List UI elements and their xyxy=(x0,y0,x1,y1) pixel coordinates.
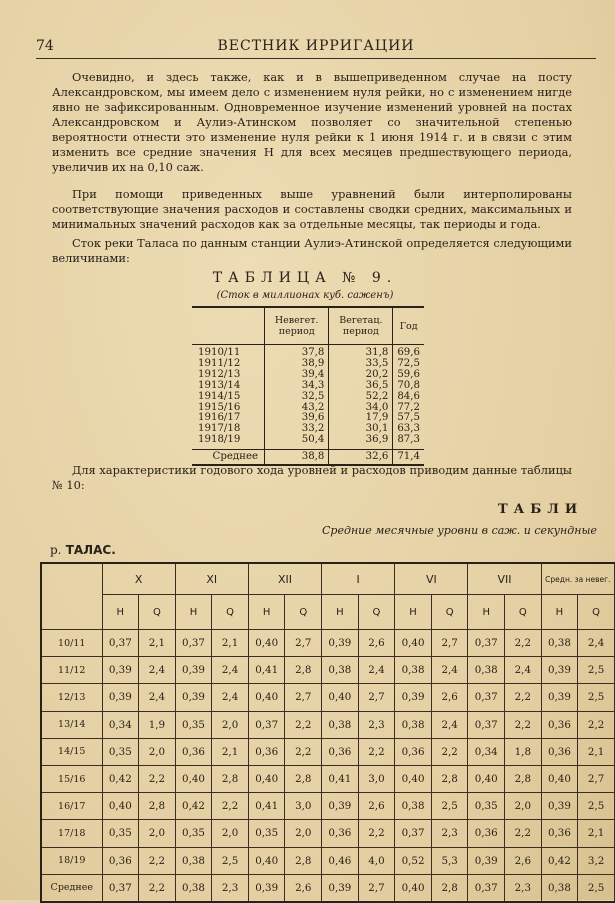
table9-value-cell: 77,2 xyxy=(393,403,424,414)
table10-value-cell: 2,5 xyxy=(212,847,249,874)
paragraph-interpolation: При помощи приведенных выше уравнений были интерполированы соответствующие значения расходов и составлены сводки средних, максимальных и минимальных значений расходов как за отдельные месяцы, так периоды и года. xyxy=(52,187,572,231)
table9-header-veg: Вегетац. период xyxy=(329,307,393,345)
table9-year-cell: 1914/15 xyxy=(198,390,241,402)
table9-year-cell: 1916/17 xyxy=(198,412,241,424)
table10-value-cell: 0,40 xyxy=(395,765,432,792)
table-row xyxy=(192,435,424,449)
table10-value-cell: 2,2 xyxy=(285,738,322,765)
table10-year-cell: 18/19 xyxy=(41,847,102,874)
table10-value-cell: 2,1 xyxy=(578,820,615,847)
table10-value-cell: 0,40 xyxy=(322,684,359,711)
table10-value-cell: 2,2 xyxy=(358,820,395,847)
table10-value-cell: 2,2 xyxy=(505,711,542,738)
table10-average-row xyxy=(41,874,615,902)
table10-value-cell: 0,36 xyxy=(102,847,139,874)
table10-value-cell: 0,39 xyxy=(541,684,578,711)
table10-value-cell: 0,35 xyxy=(248,820,285,847)
table9-value-cell: 39,4 xyxy=(265,370,329,381)
table10-value-cell: 0,38 xyxy=(322,711,359,738)
page-number: 74 xyxy=(36,38,54,54)
table10-average-cell: 0,38 xyxy=(175,874,212,902)
table9-value-cell: 50,4 xyxy=(265,435,329,449)
table10-value-cell: 2,4 xyxy=(431,711,468,738)
table10-h-header: H xyxy=(395,595,432,630)
table10-value-cell: 3,0 xyxy=(285,793,322,820)
table10-value-cell: 0,41 xyxy=(322,765,359,792)
table10-title: ТАБЛИ xyxy=(498,502,584,517)
table10-h-header: H xyxy=(248,595,285,630)
table10-value-cell: 2,6 xyxy=(358,630,395,657)
table10-year-cell: 17/18 xyxy=(41,820,102,847)
table10-value-cell: 2,0 xyxy=(212,820,249,847)
table9-year-cell: 1911/12 xyxy=(198,357,241,369)
table10-average-cell: 2,2 xyxy=(139,874,176,902)
table10-value-cell: 0,35 xyxy=(102,738,139,765)
table10-value-cell: 2,3 xyxy=(358,711,395,738)
table10-value-cell: 2,4 xyxy=(358,657,395,684)
table10-value-cell: 0,36 xyxy=(175,738,212,765)
table9-value-cell: 36,5 xyxy=(329,381,393,392)
table10-value-cell: 2,8 xyxy=(505,765,542,792)
table10-value-cell: 0,52 xyxy=(395,847,432,874)
table10-h-header: H xyxy=(322,595,359,630)
table10-value-cell: 0,40 xyxy=(541,765,578,792)
table10-average-cell: 0,38 xyxy=(541,874,578,902)
table10-value-cell: 0,39 xyxy=(468,847,505,874)
table10-h-header: H xyxy=(175,595,212,630)
table10-value-cell: 2,8 xyxy=(212,765,249,792)
table9-average-label: Среднее xyxy=(192,450,265,466)
table10-value-cell: 2,0 xyxy=(212,711,249,738)
table10-value-cell: 2,0 xyxy=(139,738,176,765)
table10-value-cell: 3,0 xyxy=(358,765,395,792)
table9-year-cell: 1912/13 xyxy=(198,368,241,380)
table10-year-cell: 14/15 xyxy=(41,738,102,765)
table10-value-cell: 1,8 xyxy=(505,738,542,765)
table10-average-cell: 2,7 xyxy=(358,874,395,902)
table10-value-cell: 0,37 xyxy=(468,711,505,738)
table9-runoff xyxy=(192,306,424,466)
table9-value-cell: 72,5 xyxy=(393,359,424,370)
table9-average-veg: 32,6 xyxy=(329,450,393,466)
paragraph-zero-change: Очевидно, и здесь также, как и в вышеприведенном случае на посту Александровском, мы имеем дело с изменением нуля рейки, но с изменением нигде явно не зафиксированным. Одновременное изучение изменений уровней на постах Александровском и Аулиэ-Атинском позволяет со значительной степенью вероятности отнести это изменение нуля рейки к 1 июня 1914 г. и в связи с этим изменить все средние значения Н для всех месяцев предшествующего периода, увеличив их на 0,10 саж. xyxy=(52,70,572,174)
table10-average-cell: 0,39 xyxy=(322,874,359,902)
table10-average-cell: 0,39 xyxy=(248,874,285,902)
table10-value-cell: 0,40 xyxy=(248,684,285,711)
table-row xyxy=(41,711,615,738)
table9-value-cell: 38,9 xyxy=(265,359,329,370)
table10-value-cell: 0,39 xyxy=(102,657,139,684)
table10-value-cell: 2,2 xyxy=(505,630,542,657)
table10-value-cell: 0,40 xyxy=(248,847,285,874)
table10-value-cell: 0,38 xyxy=(395,657,432,684)
table10-value-cell: 0,39 xyxy=(395,684,432,711)
page-header xyxy=(36,38,596,59)
table10-value-cell: 0,37 xyxy=(395,820,432,847)
table10-average-cell: 2,3 xyxy=(505,874,542,902)
table9-header-nonveg: Невегет. период xyxy=(265,307,329,345)
table9-value-cell: 33,2 xyxy=(265,424,329,435)
table-row xyxy=(192,381,424,392)
table10-value-cell: 2,5 xyxy=(578,793,615,820)
table10-value-cell: 2,7 xyxy=(578,765,615,792)
table10-value-cell: 0,40 xyxy=(175,765,212,792)
table10-value-cell: 2,6 xyxy=(431,684,468,711)
table-row xyxy=(41,657,615,684)
table10-value-cell: 2,2 xyxy=(139,847,176,874)
table10-value-cell: 2,2 xyxy=(212,793,249,820)
table10-value-cell: 2,1 xyxy=(212,630,249,657)
table10-value-cell: 0,39 xyxy=(102,684,139,711)
table10-subtitle: Средние месячные уровни в саж. и секундные xyxy=(322,524,597,537)
table10-value-cell: 2,8 xyxy=(285,657,322,684)
table-row xyxy=(41,630,615,657)
table9-value-cell: 33,5 xyxy=(329,359,393,370)
table10-h-header: H xyxy=(468,595,505,630)
table10-q-header: Q xyxy=(505,595,542,630)
table10-value-cell: 0,38 xyxy=(322,657,359,684)
table10-year-cell: 12/13 xyxy=(41,684,102,711)
table10-value-cell: 0,37 xyxy=(175,630,212,657)
table10-value-cell: 2,3 xyxy=(431,820,468,847)
table-row xyxy=(192,392,424,403)
table10-value-cell: 2,1 xyxy=(212,738,249,765)
table9-value-cell: 59,6 xyxy=(393,370,424,381)
table-row xyxy=(41,793,615,820)
table9-value-cell: 63,3 xyxy=(393,424,424,435)
table9-subtitle: (Сток в миллионах куб. саженъ) xyxy=(216,290,394,301)
table-row xyxy=(41,738,615,765)
table10-value-cell: 2,7 xyxy=(358,684,395,711)
table10-average-cell: 2,6 xyxy=(285,874,322,902)
table9-value-cell: 57,5 xyxy=(393,413,424,424)
table10-value-cell: 0,40 xyxy=(248,765,285,792)
table10-value-cell: 0,46 xyxy=(322,847,359,874)
table9-value-cell: 30,1 xyxy=(329,424,393,435)
table10-value-cell: 2,7 xyxy=(285,684,322,711)
table10-value-cell: 0,40 xyxy=(395,630,432,657)
table10-h-header: H xyxy=(541,595,578,630)
table10-value-cell: 2,6 xyxy=(358,793,395,820)
table9-header-year-col xyxy=(192,307,265,345)
table10-value-cell: 0,41 xyxy=(248,657,285,684)
table10-value-cell: 2,2 xyxy=(285,711,322,738)
table9-year-cell: 1917/18 xyxy=(198,423,241,435)
table10-value-cell: 0,36 xyxy=(541,820,578,847)
table10-month-header-row xyxy=(41,563,615,595)
table10-value-cell: 0,38 xyxy=(468,657,505,684)
table9-year-cell: 1910/11 xyxy=(198,347,241,358)
table10-value-cell: 2,2 xyxy=(578,711,615,738)
table10-value-cell: 0,37 xyxy=(248,711,285,738)
table10-average-cell: 0,37 xyxy=(468,874,505,902)
table9-value-cell: 70,8 xyxy=(393,381,424,392)
table10-average-cell: 2,5 xyxy=(578,874,615,902)
table9-value-cell: 20,2 xyxy=(329,370,393,381)
table10-value-cell: 2,5 xyxy=(578,657,615,684)
table10-value-cell: 2,4 xyxy=(212,684,249,711)
table-row xyxy=(41,847,615,874)
table10-month-header: X xyxy=(102,563,175,595)
table10-value-cell: 0,36 xyxy=(541,711,578,738)
table10-value-cell: 0,35 xyxy=(468,793,505,820)
table10-value-cell: 2,0 xyxy=(285,820,322,847)
table10-value-cell: 2,2 xyxy=(505,684,542,711)
table10-value-cell: 0,35 xyxy=(175,711,212,738)
table10-month-header: VII xyxy=(468,563,541,595)
table10-value-cell: 0,34 xyxy=(102,711,139,738)
table10-value-cell: 1,9 xyxy=(139,711,176,738)
table10-year-cell: 15/16 xyxy=(41,765,102,792)
table10-value-cell: 4,0 xyxy=(358,847,395,874)
table10-hq-header-row xyxy=(41,595,615,630)
table10-q-header: Q xyxy=(358,595,395,630)
table10-q-header: Q xyxy=(212,595,249,630)
table10-value-cell: 0,39 xyxy=(175,657,212,684)
table10-body xyxy=(41,630,615,902)
table10-value-cell: 0,37 xyxy=(468,630,505,657)
table9-header-year: Год xyxy=(393,307,424,345)
table10-value-cell: 0,36 xyxy=(468,820,505,847)
table10-value-cell: 0,36 xyxy=(541,738,578,765)
table10-year-cell: 16/17 xyxy=(41,793,102,820)
table10-value-cell: 2,4 xyxy=(139,684,176,711)
table9-value-cell: 69,6 xyxy=(393,345,424,359)
table10-h-header: H xyxy=(102,595,139,630)
table9-value-cell: 36,9 xyxy=(329,435,393,449)
table10-value-cell: 2,7 xyxy=(285,630,322,657)
table10-value-cell: 0,39 xyxy=(175,684,212,711)
table9-value-cell: 39,6 xyxy=(265,413,329,424)
table10-value-cell: 2,0 xyxy=(139,820,176,847)
table10-value-cell: 2,2 xyxy=(431,738,468,765)
river-label xyxy=(50,543,116,557)
table10-value-cell: 0,39 xyxy=(541,793,578,820)
table9-year-cell: 1918/19 xyxy=(198,434,241,446)
table10-year-cell: 10/11 xyxy=(41,630,102,657)
table10-value-cell: 0,42 xyxy=(541,847,578,874)
river-prefix: р. xyxy=(50,543,62,557)
paragraph-talas-runoff: Сток реки Таласа по данным станции Аулиэ-Атинской определяется следующими величинами: xyxy=(52,236,572,265)
table10-value-cell: 2,2 xyxy=(358,738,395,765)
table10-value-cell: 0,38 xyxy=(175,847,212,874)
table10-value-cell: 0,36 xyxy=(395,738,432,765)
table-row xyxy=(41,765,615,792)
table-row xyxy=(192,345,424,359)
table10-value-cell: 0,40 xyxy=(468,765,505,792)
table10-month-header: XI xyxy=(175,563,248,595)
table10-average-header: Средн. за невег. xyxy=(541,563,614,595)
table-row xyxy=(41,684,615,711)
table10-value-cell: 2,1 xyxy=(139,630,176,657)
table10-value-cell: 0,40 xyxy=(102,793,139,820)
river-name: ТАЛАС. xyxy=(65,543,116,557)
table-row xyxy=(41,820,615,847)
table10-value-cell: 0,40 xyxy=(248,630,285,657)
table9-average-nonveg: 38,8 xyxy=(265,450,329,466)
table10-q-header: Q xyxy=(431,595,468,630)
table10-q-header: Q xyxy=(139,595,176,630)
table10-value-cell: 2,4 xyxy=(431,657,468,684)
table9-year-cell: 1915/16 xyxy=(198,401,241,413)
table9-body xyxy=(192,345,424,450)
table9-value-cell: 32,5 xyxy=(265,392,329,403)
table10-value-cell: 2,8 xyxy=(431,765,468,792)
table10-value-cell: 2,8 xyxy=(139,793,176,820)
table9-value-cell: 34,3 xyxy=(265,381,329,392)
table10-value-cell: 2,8 xyxy=(285,765,322,792)
table10-value-cell: 0,41 xyxy=(248,793,285,820)
table9-value-cell: 84,6 xyxy=(393,392,424,403)
table10-value-cell: 0,38 xyxy=(395,793,432,820)
table10-value-cell: 0,34 xyxy=(468,738,505,765)
table10-value-cell: 2,8 xyxy=(285,847,322,874)
paragraph-table10-intro: Для характеристики годового хода уровней и расходов приводим данные таблицы № 10: xyxy=(52,463,572,492)
table10-value-cell: 2,5 xyxy=(431,793,468,820)
table10-q-header: Q xyxy=(578,595,615,630)
table10-value-cell: 0,37 xyxy=(468,684,505,711)
table9-average-year: 71,4 xyxy=(393,450,424,466)
table10-value-cell: 0,36 xyxy=(322,738,359,765)
table10-value-cell: 5,3 xyxy=(431,847,468,874)
table10-year-cell: 11/12 xyxy=(41,657,102,684)
table10-month-header: I xyxy=(322,563,395,595)
table10-value-cell: 0,38 xyxy=(541,630,578,657)
table10-average-cell: 2,8 xyxy=(431,874,468,902)
table9-title: ТАБЛИЦА № 9. xyxy=(212,270,398,286)
table10-value-cell: 2,4 xyxy=(212,657,249,684)
table10-value-cell: 2,4 xyxy=(139,657,176,684)
table10-value-cell: 0,36 xyxy=(248,738,285,765)
table10-value-cell: 0,39 xyxy=(322,630,359,657)
table10-average-cell: 2,3 xyxy=(212,874,249,902)
table10-value-cell: 2,4 xyxy=(578,630,615,657)
table10-value-cell: 2,2 xyxy=(139,765,176,792)
table10-value-cell: 2,1 xyxy=(578,738,615,765)
table9-value-cell: 52,2 xyxy=(329,392,393,403)
table10-year-cell: 13/14 xyxy=(41,711,102,738)
table9-value-cell: 87,3 xyxy=(393,435,424,449)
table9-year-cell: 1913/14 xyxy=(198,379,241,391)
table10-value-cell: 0,42 xyxy=(102,765,139,792)
table10-average-cell: 0,37 xyxy=(102,874,139,902)
table10-value-cell: 0,38 xyxy=(395,711,432,738)
table10-value-cell: 0,37 xyxy=(102,630,139,657)
table10-value-cell: 2,4 xyxy=(505,657,542,684)
table9-value-cell: 34,0 xyxy=(329,403,393,414)
journal-title: ВЕСТНИК ИРРИГАЦИИ xyxy=(217,38,415,54)
table10-value-cell: 3,2 xyxy=(578,847,615,874)
table10-value-cell: 0,35 xyxy=(175,820,212,847)
table10-value-cell: 0,35 xyxy=(102,820,139,847)
table10-month-header: VI xyxy=(395,563,468,595)
table9-value-cell: 43,2 xyxy=(265,403,329,414)
table10-value-cell: 2,7 xyxy=(431,630,468,657)
table10-value-cell: 2,6 xyxy=(505,847,542,874)
table10-monthly-levels xyxy=(40,562,615,903)
table10-month-header: XII xyxy=(248,563,321,595)
table10-corner-cell xyxy=(41,563,102,630)
table10-q-header: Q xyxy=(285,595,322,630)
table10-value-cell: 0,36 xyxy=(322,820,359,847)
table10-value-cell: 2,2 xyxy=(505,820,542,847)
table9-value-cell: 37,8 xyxy=(265,345,329,359)
table10-average-label: Среднее xyxy=(41,874,102,902)
table10-average-cell: 0,40 xyxy=(395,874,432,902)
table9-value-cell: 31,8 xyxy=(329,345,393,359)
table10-value-cell: 2,5 xyxy=(578,684,615,711)
table10-value-cell: 2,0 xyxy=(505,793,542,820)
table10-value-cell: 0,42 xyxy=(175,793,212,820)
table10-value-cell: 0,39 xyxy=(322,793,359,820)
table9-value-cell: 17,9 xyxy=(329,413,393,424)
table10-value-cell: 0,39 xyxy=(541,657,578,684)
